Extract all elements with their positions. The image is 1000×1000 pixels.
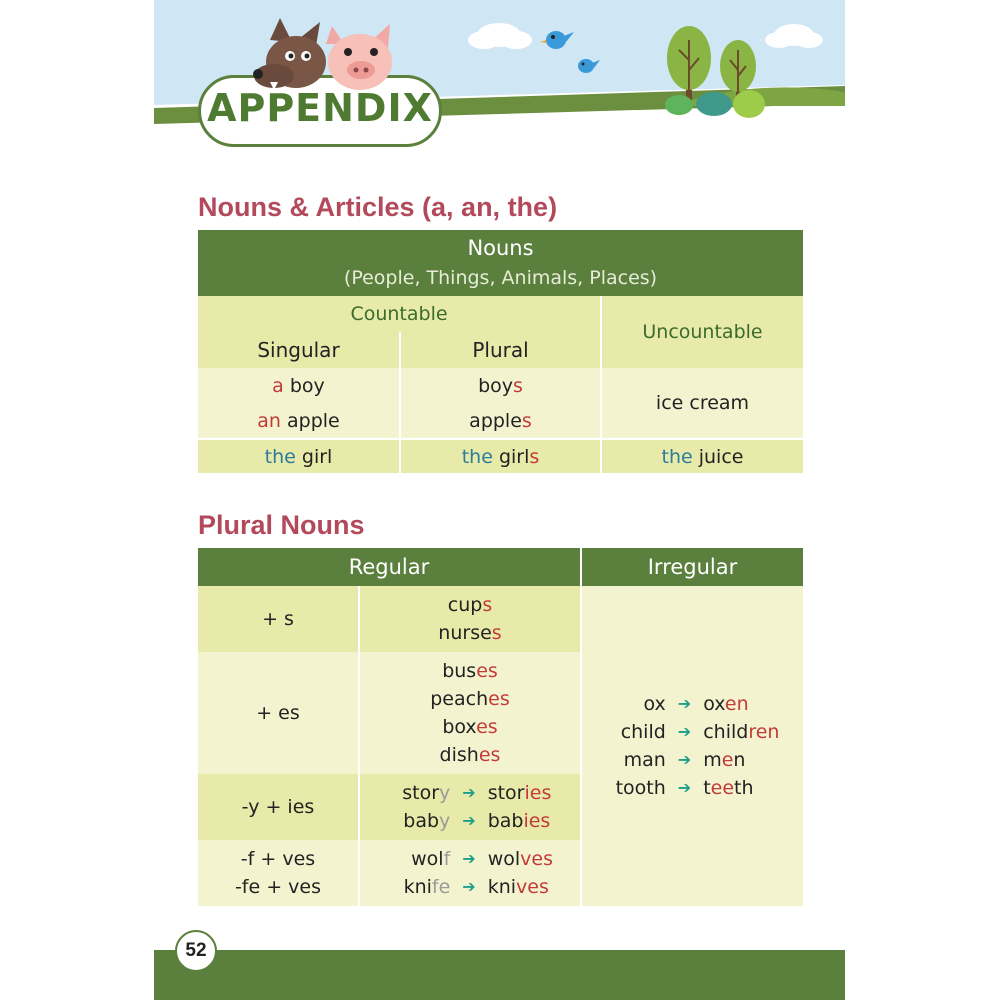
noun: girl <box>301 445 333 468</box>
examples-plus-es: buses peaches boxes dishes <box>360 652 580 774</box>
arrow-right-icon: ➔ <box>677 750 692 769</box>
noun-stem: apple <box>469 410 522 432</box>
arrow-right-icon: ➔ <box>462 783 476 802</box>
nouns-title: Nouns <box>467 236 534 260</box>
noun-stem: girl <box>498 445 530 468</box>
bird-icon <box>540 31 600 73</box>
page-title: APPENDIX <box>207 86 433 130</box>
article-an: an <box>257 410 281 432</box>
article-a: a <box>272 375 284 397</box>
pig-icon <box>326 24 392 90</box>
arrow-right-icon: ➔ <box>677 694 692 713</box>
arrow-right-icon: ➔ <box>462 811 476 830</box>
noun: apple <box>287 410 340 432</box>
uncountable-header: Uncountable <box>602 296 803 368</box>
mascots-illustration <box>240 14 410 94</box>
nouns-subtitle: (People, Things, Animals, Places) <box>343 267 658 289</box>
examples-f-fe-ves: wolf ➔ wolves knife ➔ knives <box>360 840 580 906</box>
section-heading-plural-nouns: Plural Nouns <box>198 510 365 540</box>
page-number: 52 <box>175 930 217 972</box>
uncountable-cell-ice-cream: ice cream <box>602 368 803 438</box>
arrow-right-icon: ➔ <box>462 877 476 896</box>
singular-cell-the-girl <box>198 440 399 473</box>
plural-ending: s <box>513 375 523 397</box>
noun: juice <box>698 445 744 468</box>
singular-header: Singular <box>198 332 399 368</box>
plural-cell-apples <box>401 404 600 438</box>
plural-cell-boys <box>401 368 600 404</box>
rule-f-fe-ves: -f + ves -fe + ves <box>198 840 358 906</box>
uncountable-cell-the-juice <box>602 440 803 473</box>
article-the: the <box>661 445 693 468</box>
irregular-header: Irregular <box>582 548 803 586</box>
footer-bar <box>154 950 845 1000</box>
rule-plus-es: + es <box>198 652 358 774</box>
noun: boy <box>289 375 325 397</box>
rule-plus-s: + s <box>198 586 358 652</box>
plural-ending: s <box>529 445 540 468</box>
article-the: the <box>461 445 493 468</box>
section-heading-nouns-articles: Nouns & Articles (a, an, the) <box>198 192 558 222</box>
page <box>154 0 845 1000</box>
plural-ending: s <box>521 410 532 432</box>
singular-cell-boy <box>198 368 399 404</box>
singular-cell-apple <box>198 404 399 438</box>
examples-plus-s: cups nurses <box>360 586 580 652</box>
countable-header: Countable <box>198 296 600 332</box>
nouns-header <box>198 230 803 296</box>
wolf-icon <box>253 18 326 90</box>
examples-y-ies: story ➔ stories baby ➔ babies <box>360 774 580 840</box>
irregular-examples: ox ➔ oxen child ➔ children man ➔ men tooth ➔ teeth <box>582 586 803 906</box>
plural-header: Plural <box>401 332 600 368</box>
arrow-right-icon: ➔ <box>677 778 692 797</box>
arrow-right-icon: ➔ <box>677 722 692 741</box>
noun-stem: boy <box>478 375 514 397</box>
article-the: the <box>264 445 296 468</box>
regular-header: Regular <box>198 548 580 586</box>
rule-y-ies: -y + ies <box>198 774 358 840</box>
plural-cell-the-girls <box>401 440 600 473</box>
arrow-right-icon: ➔ <box>462 849 476 868</box>
